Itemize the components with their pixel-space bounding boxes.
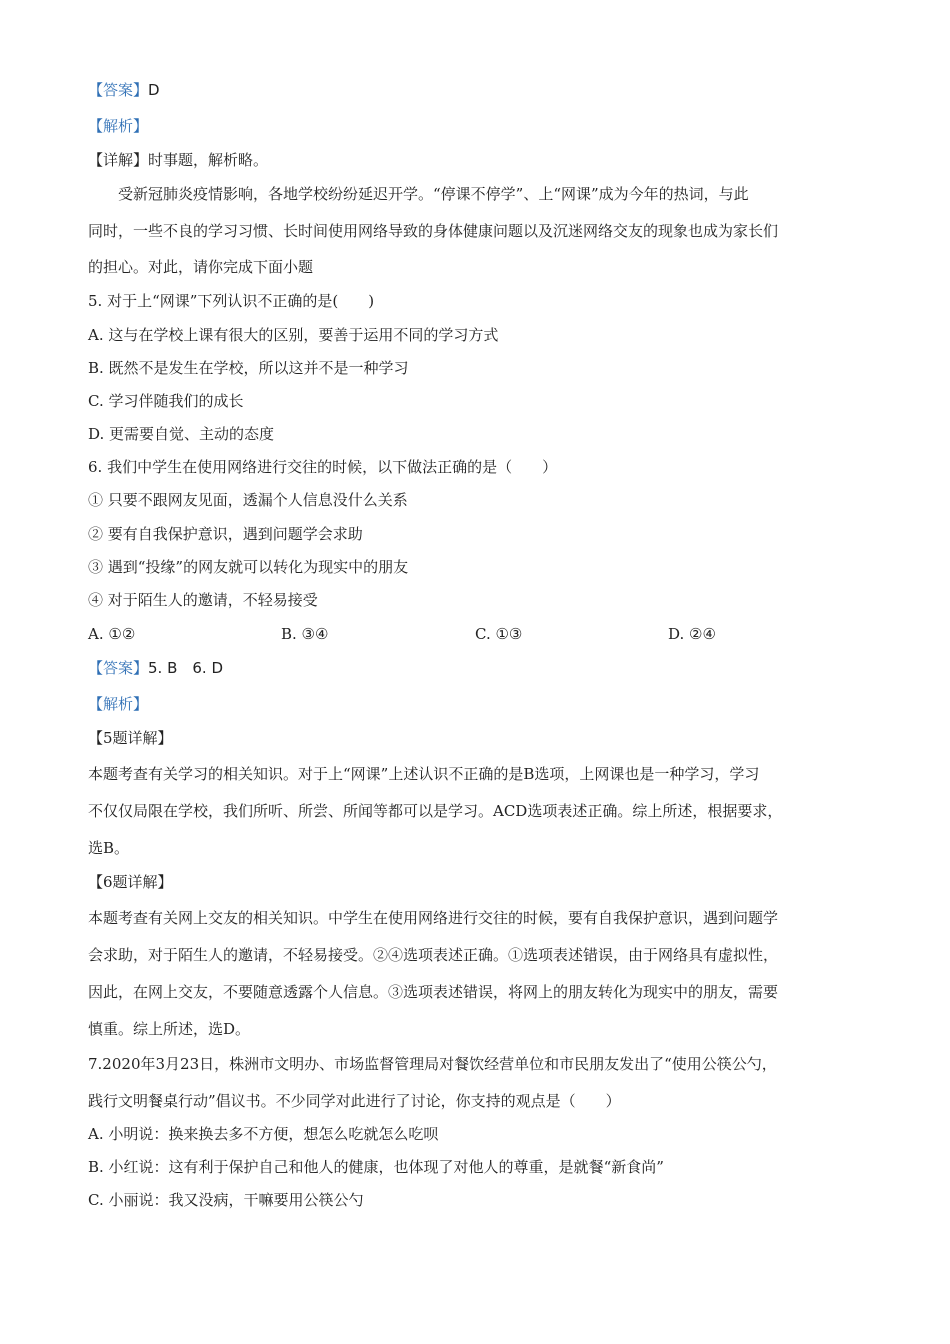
q7-option-a: A. 小明说：换来换去多不方便，想怎么吃就怎么吃呗 xyxy=(88,1125,439,1143)
q7-stem-line-1: 7.2020年3月23日，株洲市文明办、市场监督管理局对餐饮经营单位和市民朋友发出了“使用公筷公勺， xyxy=(88,1055,777,1073)
q6-item-2: ② 要有自我保护意识，遇到问题学会求助 xyxy=(88,525,363,543)
q6-option-c: C. ①③ xyxy=(475,625,523,643)
q7-stem-line-2: 践行文明餐桌行动”倡议书。不少同学对此进行了讨论，你支持的观点是（ ） xyxy=(88,1092,621,1110)
detail5-line-3: 选B。 xyxy=(88,839,130,857)
answer-line-1 xyxy=(88,80,160,100)
detail6-line-2: 会求助，对于陌生人的邀请，不轻易接受。②④选项表述正确。①选项表述错误，由于网络具有虚拟性， xyxy=(88,946,779,964)
q5-option-c: C. 学习伴随我们的成长 xyxy=(88,392,244,410)
intro-line-1: 受新冠肺炎疫情影响，各地学校纷纷延迟开学。“停课不停学”、上“网课”成为今年的热词，与此 xyxy=(118,185,749,203)
detail6-line-4: 慎重。综上所述，选D。 xyxy=(88,1020,251,1038)
detail5-title: 【5题详解】 xyxy=(88,729,173,747)
q7-option-b: B. 小红说：这有利于保护自己和他人的健康，也体现了对他人的尊重，是就餐“新食尚” xyxy=(88,1158,664,1176)
detail5-line-2: 不仅仅局限在学校，我们所听、所尝、所闻等都可以是学习。ACD选项表述正确。综上所述，根据要求， xyxy=(88,802,783,820)
answer-tag: 【答案】 xyxy=(88,81,149,99)
q6-option-a: A. ①② xyxy=(88,625,136,643)
q5-option-b: B. 既然不是发生在学校，所以这并不是一种学习 xyxy=(88,359,409,377)
q6-item-4: ④ 对于陌生人的邀请，不轻易接受 xyxy=(88,591,318,609)
q5-option-d: D. 更需要自觉、主动的态度 xyxy=(88,425,275,443)
analysis-tag-2: 【解析】 xyxy=(88,695,149,713)
q6-option-b: B. ③④ xyxy=(281,625,329,643)
answer-value: 5. B 6. D xyxy=(148,659,224,677)
answer-value: D xyxy=(148,81,160,99)
q6-stem: 6. 我们中学生在使用网络进行交往的时候，以下做法正确的是（ ） xyxy=(88,458,558,476)
answer-line-2 xyxy=(88,658,223,678)
detail6-line-3: 因此，在网上交友，不要随意透露个人信息。③选项表述错误，将网上的朋友转化为现实中的朋友，需要 xyxy=(88,983,779,1001)
q7-option-c: C. 小丽说：我又没病，干嘛要用公筷公勺 xyxy=(88,1191,364,1209)
q6-option-d: D. ②④ xyxy=(668,625,716,643)
intro-line-2: 同时，一些不良的学习习惯、长时间使用网络导致的身体健康问题以及沉迷网络交友的现象也成为家长们 xyxy=(88,222,779,240)
detail6-line-1: 本题考查有关网上交友的相关知识。中学生在使用网络进行交往的时候，要有自我保护意识，遇到问题学 xyxy=(88,909,779,927)
detail-line-1: 【详解】时事题，解析略。 xyxy=(88,151,269,169)
detail6-title: 【6题详解】 xyxy=(88,873,173,891)
q5-option-a: A. 这与在学校上课有很大的区别，要善于运用不同的学习方式 xyxy=(88,326,499,344)
q6-item-3: ③ 遇到“投缘”的网友就可以转化为现实中的朋友 xyxy=(88,558,409,576)
intro-line-3: 的担心。对此，请你完成下面小题 xyxy=(88,258,314,276)
answer-tag: 【答案】 xyxy=(88,659,149,677)
analysis-tag-1: 【解析】 xyxy=(88,117,149,135)
detail5-line-1: 本题考查有关学习的相关知识。对于上“网课”上述认识不正确的是B选项，上网课也是一种学习，学习 xyxy=(88,765,760,783)
q6-item-1: ① 只要不跟网友见面，透漏个人信息没什么关系 xyxy=(88,491,408,509)
q5-stem: 5. 对于上“网课”下列认识不正确的是( ) xyxy=(88,292,375,310)
